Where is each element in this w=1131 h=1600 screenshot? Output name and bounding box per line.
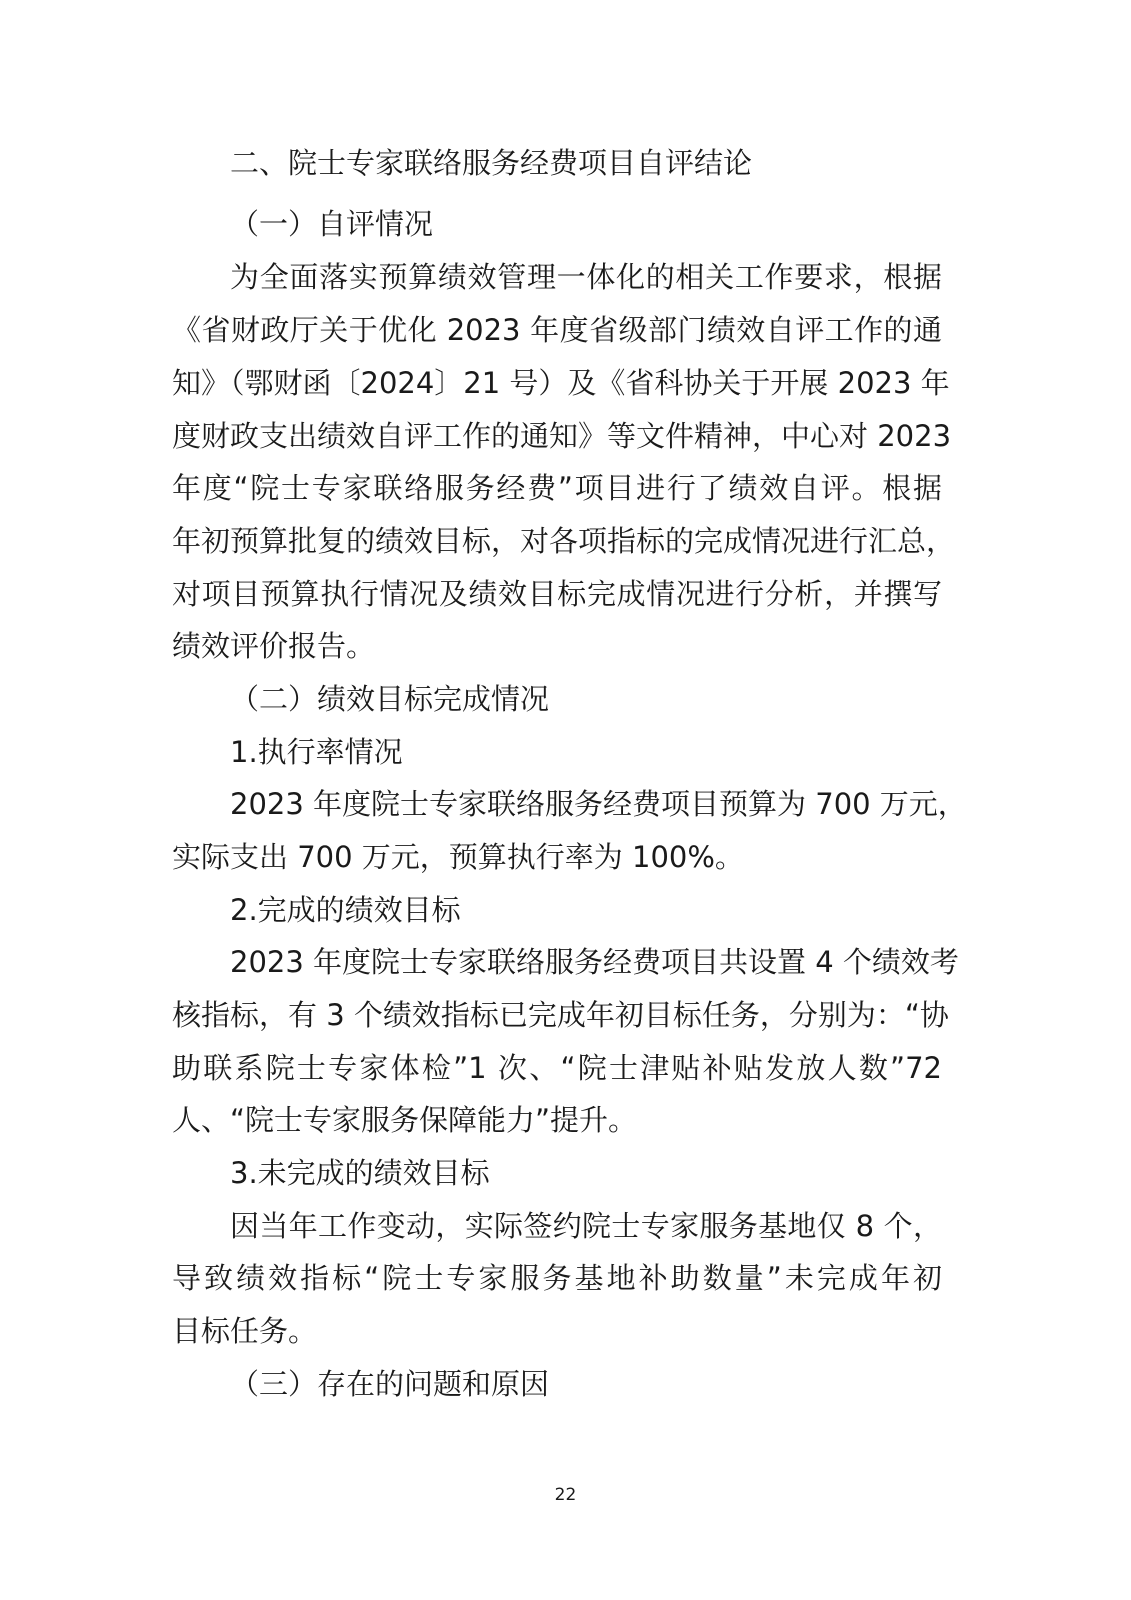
text-line: 核指标，有 3 个绩效指标已完成年初目标任务，分别为：“协 <box>172 998 949 1032</box>
text-line: （一）自评情况 <box>230 207 434 241</box>
text-line: 2023 年度院士专家联络服务经费项目预算为 700 万元， <box>230 787 967 821</box>
text-line: 2.完成的绩效目标 <box>230 893 461 927</box>
text-line: 《省财政厅关于优化 2023 年度省级部门绩效自评工作的通 <box>172 313 942 347</box>
text-line: 为全面落实预算绩效管理一体化的相关工作要求，根据 <box>230 260 942 294</box>
text-line: 度财政支出绩效自评工作的通知》等文件精神，中心对 2023 <box>172 419 952 453</box>
text-line: 3.未完成的绩效目标 <box>230 1156 490 1190</box>
text-line: 1.执行率情况 <box>230 735 403 769</box>
text-line: 因当年工作变动，实际签约院士专家服务基地仅 8 个， <box>230 1209 942 1243</box>
text-line: 实际支出 700 万元，预算执行率为 100%。 <box>172 840 744 874</box>
text-line: 2023 年度院士专家联络服务经费项目共设置 4 个绩效考 <box>230 945 959 979</box>
document-page <box>172 0 967 1600</box>
text-line: 绩效评价报告。 <box>172 629 376 663</box>
text-line: 人、“院士专家服务保障能力”提升。 <box>172 1103 638 1137</box>
text-line: 助联系院士专家体检”1 次、“院士津贴补贴发放人数”72 <box>172 1051 942 1085</box>
text-line: 年初预算批复的绩效目标，对各项指标的完成情况进行汇总， <box>172 524 956 558</box>
text-line: 年度“院士专家联络服务经费”项目进行了绩效自评。根据 <box>172 471 942 505</box>
page-number: 22 <box>554 1485 577 1505</box>
text-line: 知》（鄂财函〔2024〕21 号）及《省科协关于开展 2023 年 <box>172 366 950 400</box>
text-line: （二）绩效目标完成情况 <box>230 682 550 716</box>
text-line: （三）存在的问题和原因 <box>230 1367 550 1401</box>
text-line: 二、院士专家联络服务经费项目自评结论 <box>230 146 753 180</box>
text-line: 导致绩效指标“院士专家服务基地补助数量”未完成年初 <box>172 1261 942 1295</box>
text-line: 目标任务。 <box>172 1314 318 1348</box>
text-line: 对项目预算执行情况及绩效目标完成情况进行分析，并撰写 <box>172 577 942 611</box>
